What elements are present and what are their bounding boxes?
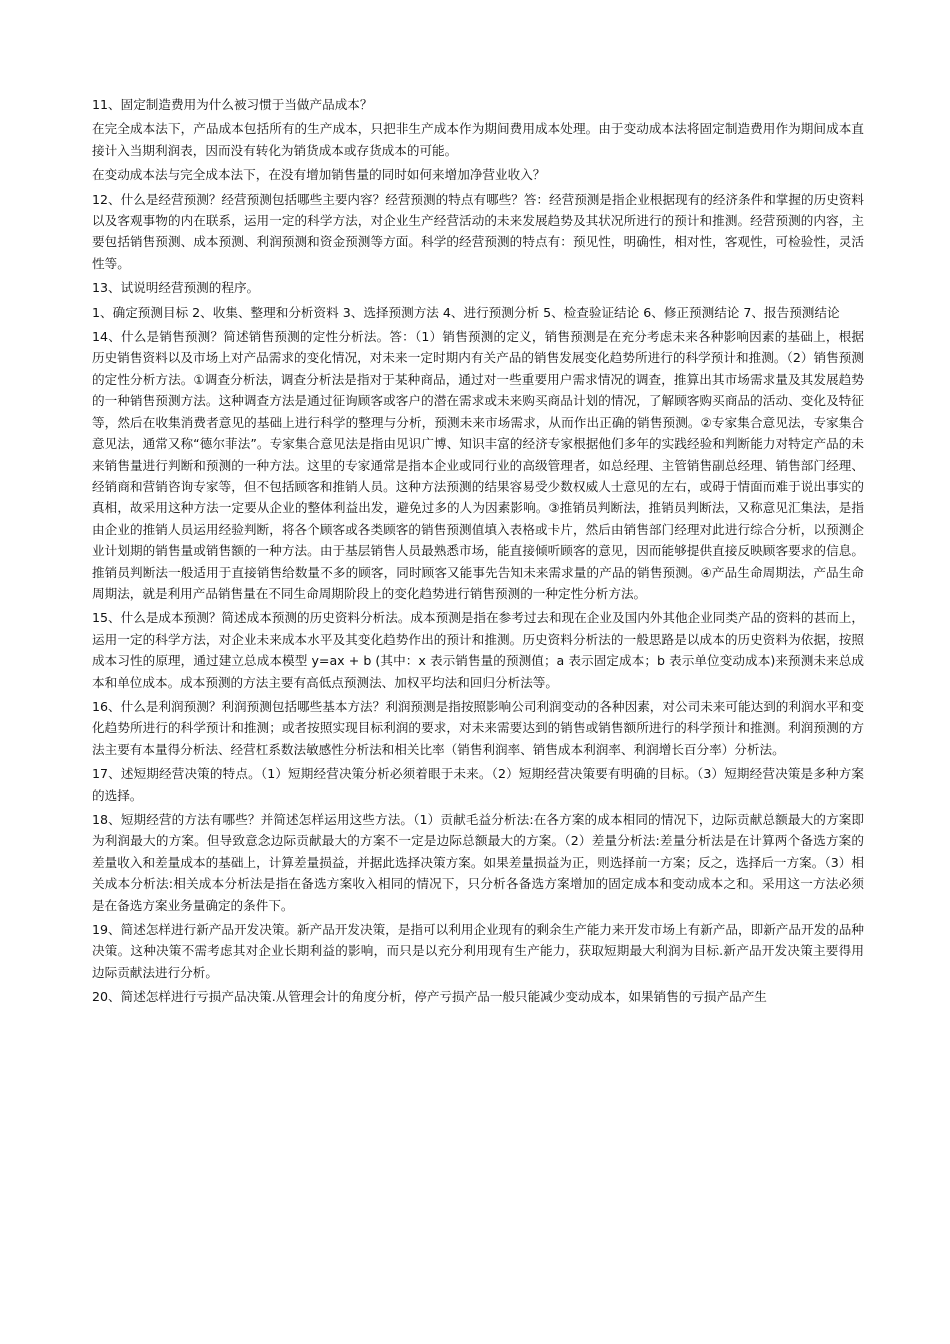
question-17: 17、述短期经营决策的特点。（1）短期经营决策分析必须着眼于未来。（2）短期经营决策要有明确的目标。（3）短期经营决策是多种方案的选择。 bbox=[92, 766, 864, 803]
question-15: 15、什么是成本预测？简述成本预测的历史资料分析法。成本预测是指在参考过去和现在企业及国内外其他企业同类产品的资料的甚而上，运用一定的科学方法，对企业未来成本水平及其变化趋势作出的预计和推测。历史资料分析法的一般思路是以成本的历史资料为依据，按照成本习性的原理，通过建立总成本模型 y=ax + b (其中：x 表示销售量的预测值；a 表示固定成本；b 表示单位变动成本)来预测未来总成本和单位成本。成本预测的方法主要有高低点预测法、加权平均法和回归分析法等。 bbox=[92, 610, 864, 690]
question-18: 18、短期经营的方法有哪些？并简述怎样运用这些方法。（1）贡献毛益分析法:在各方案的成本相同的情况下，边际贡献总额最大的方案即为利润最大的方案。但导致意念边际贡献最大的方案不一定是边际总额最大的方案。（2）差量分析法:差量分析法是在计算两个备选方案的差量收入和差量成本的基础上，计算差量损益，并据此选择决策方案。如果差量损益为正，则选择前一方案；反之，选择后一方案。（3）相关成本分析法:相关成本分析法是指在备选方案收入相同的情况下，只分析各备选方案增加的固定成本和变动成本之和。采用这一方法必须是在备选方案业务量确定的条件下。 bbox=[92, 812, 864, 913]
question-16: 16、什么是利润预测？利润预测包括哪些基本方法？利润预测是指按照影响公司利润变动的各种因素，对公司未来可能达到的利润水平和变化趋势所进行的科学预计和推测；或者按照实现目标利润的要求，对未来需要达到的销售或销售额所进行的科学预计和推测。利润预测的方法主要有本量得分析法、经营杠系数法敏感性分析法和相关比率（销售利润率、销售成本利润率、利润增长百分率）分析法。 bbox=[92, 698, 864, 757]
question-11: 11、固定制造费用为什么被习惯于当做产品成本？ bbox=[92, 97, 373, 112]
question-14: 14、什么是销售预测？简述销售预测的定性分析法。答：（1）销售预测的定义，销售预测是在充分考虑未来各种影响因素的基础上，根据历史销售资料以及市场上对产品需求的变化情况，对未来一定时期内有关产品的销售发展变化趋势所进行的科学预计和推测。（2）销售预测的定性分析方法。①调查分析法，调查分析法是指对于某种商品，通过对一些重要用户需求情况的调查，推算出其市场需求量及其发展趋势的一种销售预测方法。这种调查方法是通过征询顾客或客户的潜在需求或未来购买商品计划的情况，了解顾客购买商品的活动、变化及特征等，然后在收集消费者意见的基础上进行科学的整理与分析，预测未来市场需求，从而作出正确的销售预测。②专家集合意见法，专家集合意见法，通常又称“德尔菲法”。专家集合意见法是指由见识广博、知识丰富的经济专家根据他们多年的实践经验和判断能力对特定产品的未来销售量进行判断和预测的一种方法。这里的专家通常是指本企业或同行业的高级管理者，如总经理、主管销售副总经理、销售部门经理、经销商和营销咨询专家等，但不包括顾客和推销人员。这种方法预测的结果容易受少数权威人士意见的左右，或碍于情面而难于说出事实的真相，故采用这种方法一定要从企业的整体利益出发，避免过多的人为因素影响。③推销员判断法，推销员判断法，又称意见汇集法，是指由企业的推销人员运用经验判断，将各个顾客或各类顾客的销售预测值填入表格或卡片，然后由销售部门经理对此进行综合分析，以预测企业计划期的销售量或销售额的一种方法。由于基层销售人员最熟悉市场，能直接倾听顾客的意见，因而能够提供直接反映顾客要求的信息。推销员判断法一般适用于直接销售给数量不多的顾客，同时顾客又能事先告知未来需求量的产品的销售预测。④产品生命周期法，产品生命周期法，就是利用产品销售量在不同生命周期阶段上的变化趋势进行销售预测的一种定性分析方法。 bbox=[92, 329, 864, 601]
question-20: 20、简述怎样进行亏损产品决策.从管理会计的角度分析，停产亏损产品一般只能减少变动成本，如果销售的亏损产品产生 bbox=[92, 989, 767, 1005]
question-11-followup: 在变动成本法与完全成本法下，在没有增加销售量的同时如何来增加净营业收入？ bbox=[92, 167, 546, 183]
answer-11: 在完全成本法下，产品成本包括所有的生产成本，只把非生产成本作为期间费用成本处理。由于变动成本法将固定制造费用作为期间成本直接计入当期利润表，因而没有转化为销货成本或存货成本的可能。 bbox=[92, 121, 864, 158]
question-13: 13、试说明经营预测的程序。 bbox=[92, 280, 260, 296]
answer-13: 1、确定预测目标 2、收集、整理和分析资料 3、选择预测方法 4、进行预测分析 5、检查验证结论 6、修正预测结论 7、报告预测结论 bbox=[92, 304, 840, 320]
question-12: 12、什么是经营预测？经营预测包括哪些主要内容？经营预测的特点有哪些？答：经营预测是指企业根据现有的经济条件和掌握的历史资料以及客观事物的内在联系，运用一定的科学方法，对企业生产经营活动的未来发展趋势及其状况所进行的预计和推测。经营预测的内容，主要包括销售预测、成本预测、利润预测和资金预测等方面。科学的经营预测的特点有：预见性，明确性，相对性，客观性，可检验性，灵活性等。 bbox=[92, 191, 864, 271]
question-19: 19、简述怎样进行新产品开发决策。新产品开发决策，是指可以利用企业现有的剩余生产能力来开发市场上有新产品，即新产品开发的品种决策。这种决策不需考虑其对企业长期利益的影响，而只是以充分利用现有生产能力，获取短期最大利润为目标.新产品开发决策主要得用边际贡献法进行分析。 bbox=[92, 922, 864, 980]
